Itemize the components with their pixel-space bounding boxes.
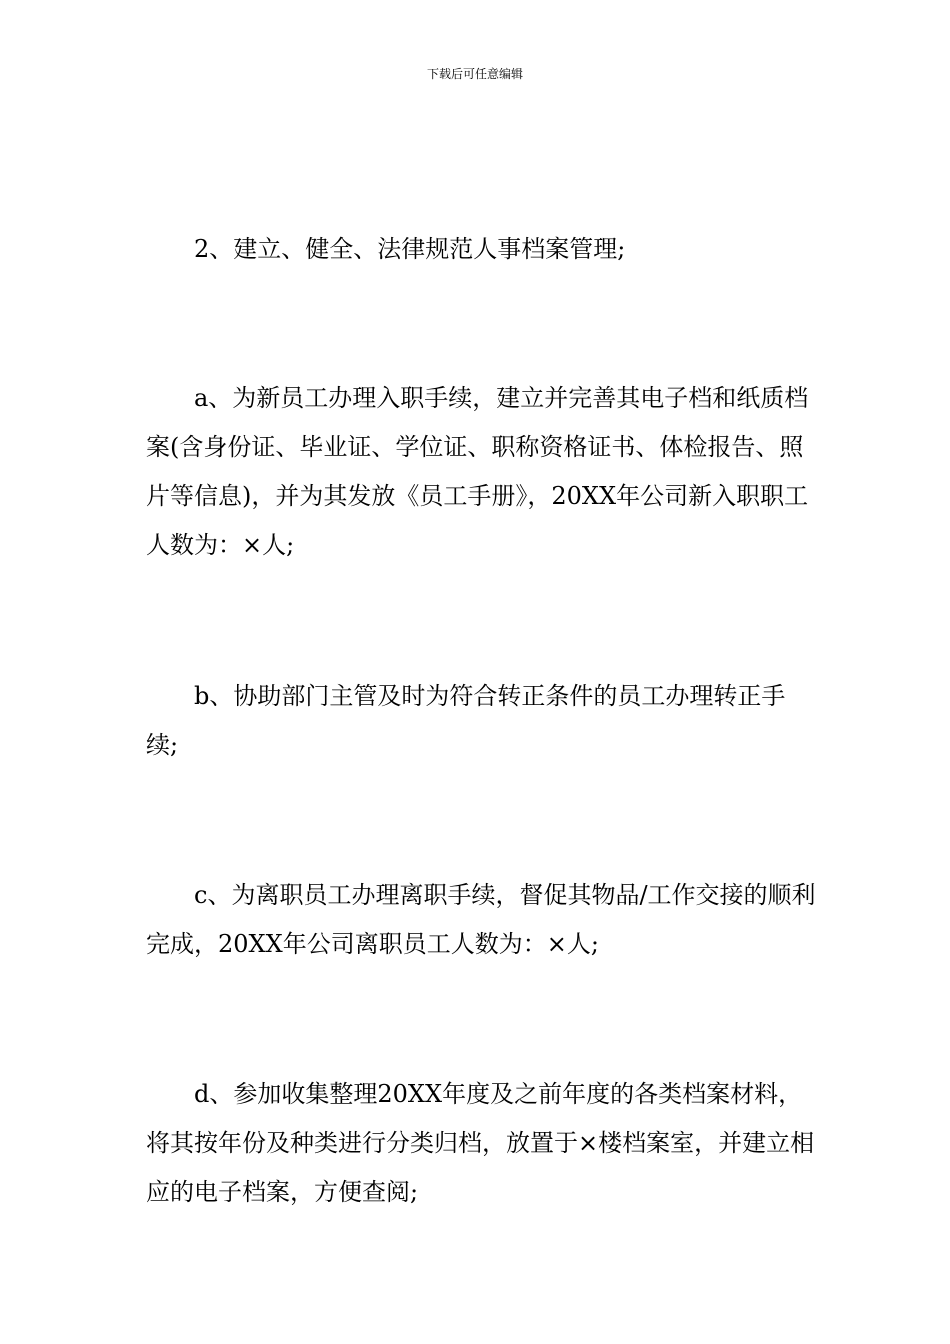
page-header: 下载后可任意编辑 <box>426 67 523 81</box>
paragraph-item-b: b、协助部门主管及时为符合转正条件的员工办理转正手续; <box>146 682 786 759</box>
paragraph-item-d: d、参加收集整理20XX年度及之前年度的各类档案材料，将其按年份及种类进行分类归档，放置于×楼档案室，并建立相应的电子档案，方便查阅; <box>146 1080 815 1206</box>
paragraph-item-a: a、为新员工办理入职手续，建立并完善其电子档和纸质档案(含身份证、毕业证、学位证、职称资格证书、体检报告、照片等信息)，并为其发放《员工手册》，20XX年公司新入职职工人数为：×人; <box>146 384 809 559</box>
paragraph-item-c: c、为离职员工办理离职手续，督促其物品/工作交接的顺利完成，20XX年公司离职员工人数为：×人; <box>146 881 816 958</box>
paragraph-item-2: 2、建立、健全、法律规范人事档案管理; <box>194 235 626 263</box>
